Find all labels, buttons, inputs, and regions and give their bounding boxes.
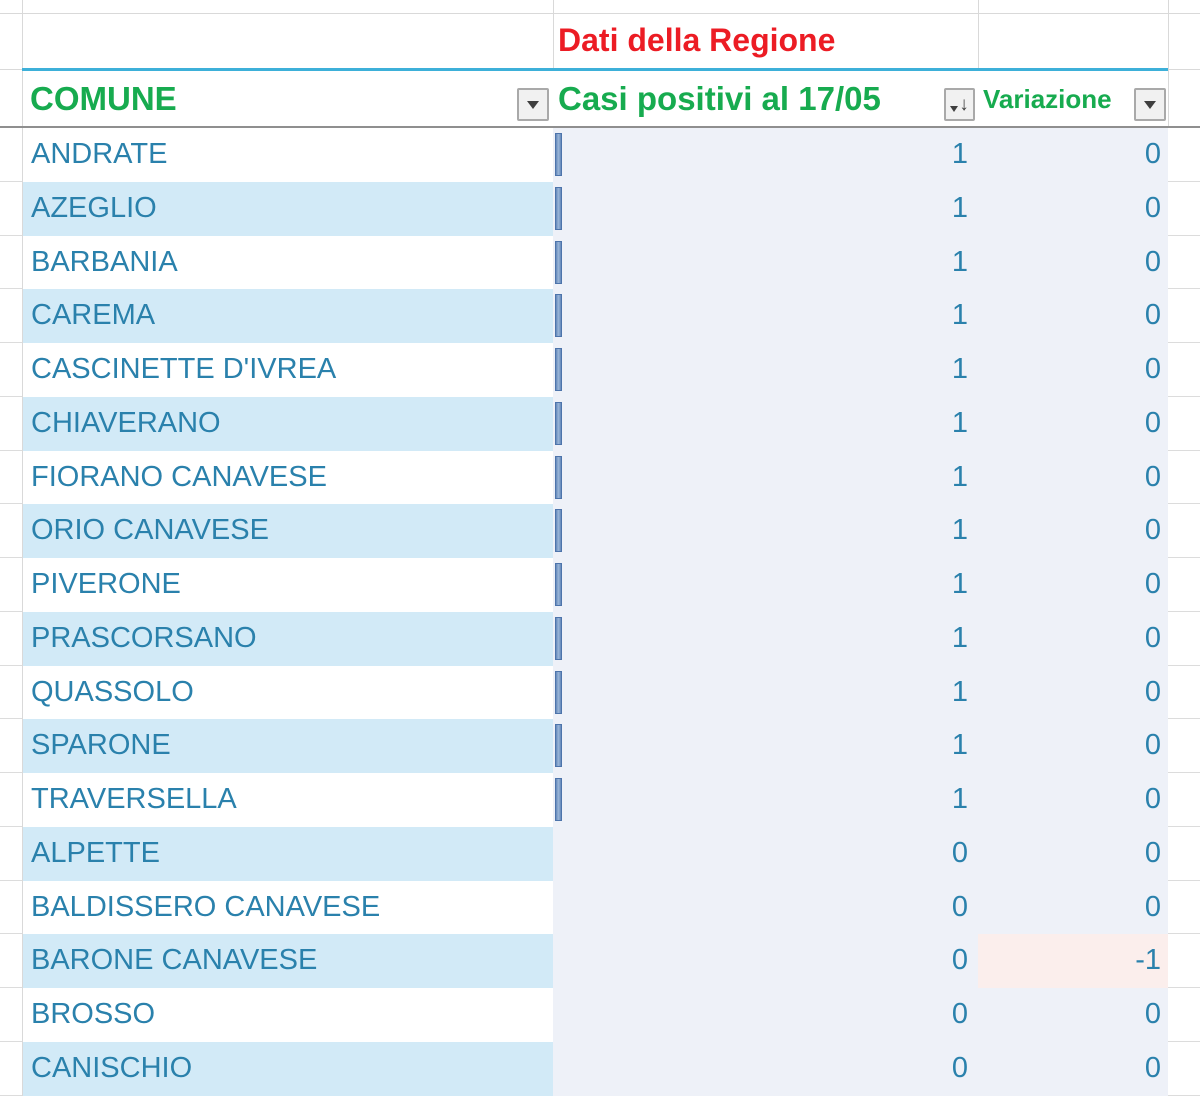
table-row (0, 236, 1200, 290)
comune-name: BROSSO (31, 998, 156, 1031)
databar-icon (555, 509, 562, 552)
variazione-value: 0 (1144, 406, 1161, 439)
comune-cell[interactable] (23, 451, 553, 505)
variazione-value: 0 (1144, 514, 1161, 547)
row-margin-right (1168, 343, 1200, 397)
variazione-value: 0 (1144, 245, 1161, 278)
dropdown-arrow-icon (1144, 101, 1156, 109)
casi-positivi-cell[interactable] (553, 128, 978, 182)
row-margin-left (0, 934, 22, 988)
gridline (553, 0, 554, 70)
comune-cell[interactable] (23, 934, 553, 988)
variazione-cell[interactable] (978, 719, 1168, 773)
variazione-value: 0 (1144, 568, 1161, 601)
comune-name: ORIO CANAVESE (31, 514, 269, 547)
variazione-cell[interactable] (978, 558, 1168, 612)
comune-name: BALDISSERO CANAVESE (31, 890, 381, 923)
variazione-cell[interactable] (978, 504, 1168, 558)
casi-positivi-cell[interactable] (553, 451, 978, 505)
row-margin-left (0, 988, 22, 1042)
casi-positivi-value: 0 (951, 944, 968, 977)
table-body (0, 128, 1200, 1096)
casi-positivi-value: 0 (951, 890, 968, 923)
table-row (0, 827, 1200, 881)
databar-icon (555, 617, 562, 660)
comune-name: PIVERONE (31, 568, 181, 601)
variazione-cell[interactable] (978, 881, 1168, 935)
variazione-cell[interactable] (978, 289, 1168, 343)
casi-positivi-cell[interactable] (553, 934, 978, 988)
databar-icon (555, 187, 562, 230)
row-margin-left (0, 558, 22, 612)
row-margin-right (1168, 1042, 1200, 1096)
row-margin-left (0, 504, 22, 558)
casi-positivi-value: 1 (951, 621, 968, 654)
comune-name: CAREMA (31, 299, 156, 332)
variazione-cell[interactable] (978, 128, 1168, 182)
gridline (0, 69, 22, 70)
row-margin-left (0, 236, 22, 290)
row-margin-right (1168, 236, 1200, 290)
variazione-cell[interactable] (978, 827, 1168, 881)
variazione-value: 0 (1144, 299, 1161, 332)
databar-icon (555, 348, 562, 391)
table-row (0, 343, 1200, 397)
table-row (0, 397, 1200, 451)
comune-name: ANDRATE (31, 138, 168, 170)
row-margin-right (1168, 397, 1200, 451)
comune-name: BARBANIA (31, 245, 178, 278)
column-header-casi-positivi[interactable]: Casi positivi al 17/05 (558, 80, 881, 117)
row-margin-left (0, 1042, 22, 1096)
gridline (978, 0, 979, 70)
column-header-comune[interactable]: COMUNE (30, 80, 177, 117)
row-margin-left (0, 397, 22, 451)
row-margin-left (0, 128, 22, 182)
comune-name: CANISCHIO (31, 1052, 193, 1085)
table-row (0, 988, 1200, 1042)
comune-name: FIORANO CANAVESE (31, 460, 327, 493)
row-margin-right (1168, 666, 1200, 720)
row-margin-right (1168, 773, 1200, 827)
row-margin-right (1168, 451, 1200, 505)
row-margin-right (1168, 128, 1200, 182)
comune-name: CASCINETTE D'IVREA (31, 353, 337, 386)
banner-underline (22, 68, 1168, 71)
casi-positivi-cell[interactable] (553, 988, 978, 1042)
row-margin-left (0, 289, 22, 343)
casi-positivi-value: 1 (951, 406, 968, 439)
variazione-cell[interactable] (978, 397, 1168, 451)
variazione-cell[interactable] (978, 451, 1168, 505)
databar-icon (555, 402, 562, 445)
casi-positivi-cell[interactable] (553, 236, 978, 290)
variazione-value: 0 (1144, 729, 1161, 762)
comune-cell[interactable] (23, 881, 553, 935)
variazione-value: 0 (1144, 836, 1161, 869)
variazione-cell[interactable] (978, 934, 1168, 988)
table-row (0, 289, 1200, 343)
variazione-value: 0 (1144, 138, 1161, 170)
casi-positivi-cell[interactable] (553, 773, 978, 827)
comune-name: SPARONE (31, 729, 171, 762)
comune-cell[interactable] (23, 612, 553, 666)
table-row (0, 934, 1200, 988)
variazione-cell[interactable] (978, 773, 1168, 827)
casi-positivi-value: 1 (951, 245, 968, 278)
table-row (0, 558, 1200, 612)
casi-positivi-cell[interactable] (553, 504, 978, 558)
comune-name: PRASCORSANO (31, 621, 257, 654)
row-margin-left (0, 612, 22, 666)
variazione-cell[interactable] (978, 236, 1168, 290)
variazione-value: 0 (1144, 191, 1161, 224)
table-row (0, 612, 1200, 666)
table-row (0, 1042, 1200, 1096)
row-margin-left (0, 451, 22, 505)
variazione-cell[interactable] (978, 343, 1168, 397)
row-margin-left (0, 773, 22, 827)
casi-positivi-value: 1 (951, 514, 968, 547)
databar-icon (555, 241, 562, 284)
casi-positivi-cell[interactable] (553, 666, 978, 720)
comune-cell[interactable] (23, 504, 553, 558)
databar-icon (555, 778, 562, 821)
table-row (0, 666, 1200, 720)
comune-cell[interactable] (23, 558, 553, 612)
row-margin-right (1168, 988, 1200, 1042)
casi-positivi-value: 0 (951, 1052, 968, 1085)
casi-positivi-cell[interactable] (553, 182, 978, 236)
gridline (1168, 69, 1200, 70)
casi-positivi-value: 1 (951, 299, 968, 332)
casi-positivi-value: 1 (951, 568, 968, 601)
casi-positivi-cell[interactable] (553, 612, 978, 666)
row-margin-right (1168, 289, 1200, 343)
variazione-cell[interactable] (978, 1042, 1168, 1096)
region-data-banner: Dati della Regione (558, 22, 836, 58)
variazione-filter-button[interactable] (1134, 88, 1166, 121)
row-margin-right (1168, 504, 1200, 558)
table-row (0, 504, 1200, 558)
casi-positivi-value: 1 (951, 460, 968, 493)
comune-cell[interactable] (23, 773, 553, 827)
casi-positivi-cell[interactable] (553, 1042, 978, 1096)
casi-positivi-cell[interactable] (553, 289, 978, 343)
variazione-cell[interactable] (978, 182, 1168, 236)
comune-name: TRAVERSELLA (31, 783, 237, 816)
comune-name: BARONE CANAVESE (31, 944, 318, 977)
variazione-value: 0 (1144, 1052, 1161, 1085)
variazione-value: 0 (1144, 890, 1161, 923)
row-margin-left (0, 719, 22, 773)
casi-positivi-cell[interactable] (553, 397, 978, 451)
variazione-value: 0 (1144, 783, 1161, 816)
casi-positivi-value: 0 (951, 836, 968, 869)
comune-name: QUASSOLO (31, 675, 194, 708)
variazione-value: 0 (1144, 998, 1161, 1031)
comune-cell[interactable] (23, 182, 553, 236)
casi-positivi-value: 1 (951, 353, 968, 386)
comune-cell[interactable] (23, 988, 553, 1042)
casi-positivi-cell[interactable] (553, 827, 978, 881)
row-margin-left (0, 343, 22, 397)
row-margin-right (1168, 881, 1200, 935)
sort-descending-filter-icon: ↓ (950, 95, 969, 114)
casi-positivi-value: 1 (951, 783, 968, 816)
comune-name: ALPETTE (31, 836, 160, 869)
dropdown-arrow-icon (527, 101, 539, 109)
comune-cell[interactable] (23, 827, 553, 881)
comune-filter-button[interactable] (517, 88, 549, 121)
comune-cell[interactable] (23, 719, 553, 773)
casi-positivi-cell[interactable] (553, 719, 978, 773)
variazione-value: -1 (1135, 944, 1161, 977)
row-margin-right (1168, 182, 1200, 236)
variazione-value: 0 (1144, 353, 1161, 386)
casi-positivi-cell[interactable] (553, 558, 978, 612)
variazione-cell[interactable] (978, 988, 1168, 1042)
comune-cell[interactable] (23, 397, 553, 451)
table-row (0, 182, 1200, 236)
casi-positivi-value: 1 (951, 191, 968, 224)
comune-cell[interactable] (23, 289, 553, 343)
row-margin-left (0, 881, 22, 935)
variazione-cell[interactable] (978, 612, 1168, 666)
casi-filter-sort-button[interactable] (944, 88, 975, 121)
table-row (0, 773, 1200, 827)
comune-name: AZEGLIO (31, 191, 157, 224)
databar-icon (555, 671, 562, 714)
row-margin-right (1168, 612, 1200, 666)
table-row (0, 719, 1200, 773)
row-margin-right (1168, 558, 1200, 612)
variazione-value: 0 (1144, 621, 1161, 654)
row-margin-left (0, 182, 22, 236)
comune-cell[interactable] (23, 343, 553, 397)
table-row (0, 128, 1200, 182)
comune-cell[interactable] (23, 666, 553, 720)
variazione-cell[interactable] (978, 666, 1168, 720)
databar-icon (555, 724, 562, 767)
row-margin-right (1168, 719, 1200, 773)
row-margin-right (1168, 934, 1200, 988)
casi-positivi-value: 0 (951, 998, 968, 1031)
comune-cell[interactable] (23, 1042, 553, 1096)
row-margin-left (0, 827, 22, 881)
databar-icon (555, 294, 562, 337)
databar-icon (555, 133, 562, 176)
databar-icon (555, 456, 562, 499)
row-margin-right (1168, 827, 1200, 881)
casi-positivi-value: 1 (951, 729, 968, 762)
column-header-variazione[interactable]: Variazione (983, 84, 1112, 114)
variazione-value: 0 (1144, 460, 1161, 493)
variazione-value: 0 (1144, 675, 1161, 708)
comune-cell[interactable] (23, 128, 553, 182)
casi-positivi-value: 1 (951, 138, 968, 170)
comune-name: CHIAVERANO (31, 406, 221, 439)
table-row (0, 881, 1200, 935)
casi-positivi-cell[interactable] (553, 881, 978, 935)
gridline (1168, 0, 1169, 126)
comune-cell[interactable] (23, 236, 553, 290)
casi-positivi-cell[interactable] (553, 343, 978, 397)
table-row (0, 451, 1200, 505)
databar-icon (555, 563, 562, 606)
casi-positivi-value: 1 (951, 675, 968, 708)
row-margin-left (0, 666, 22, 720)
